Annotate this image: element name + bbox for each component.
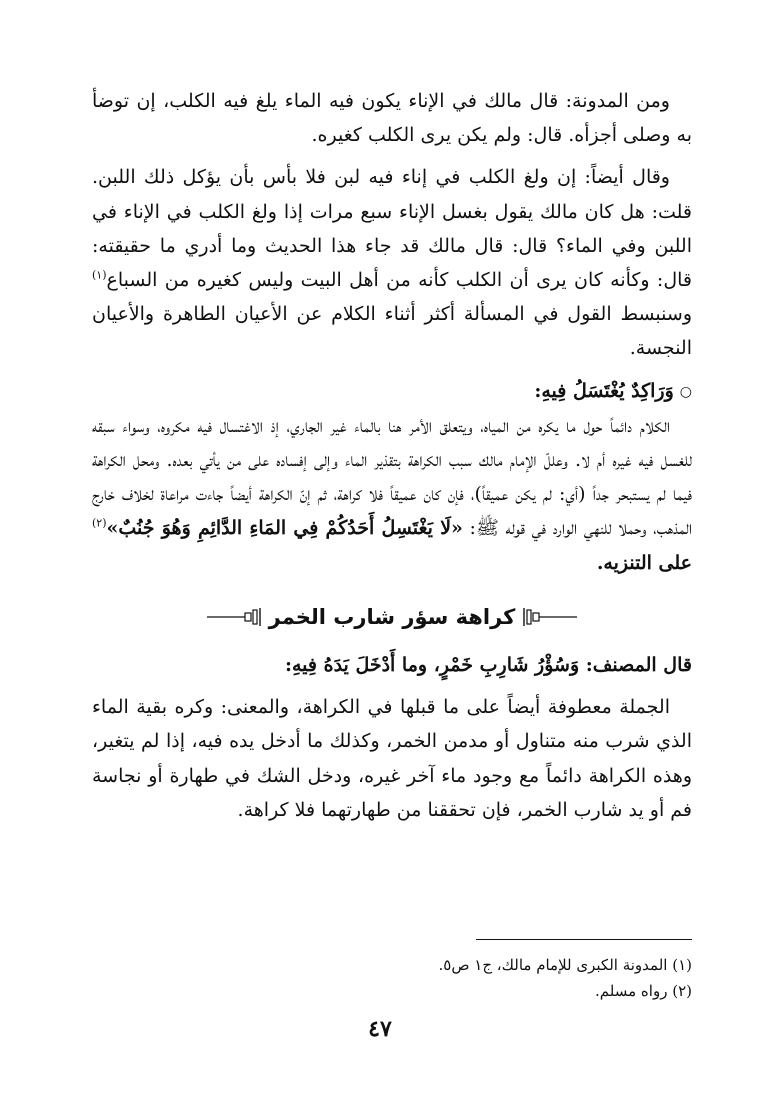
paragraph-walagha-text: وقال أيضاً: إن ولغ الكلب في إناء فيه لبن فلا بأس بأن يؤكل ذلك اللبن. قلت: هل كان مالك يقول بغسل الإناء سبع مرات إذا ولغ الكلب في الإناء في اللبن وفي الماء؟ قال: قال مالك قد جاء هذا الحديث وما أدري ما حقيقته: قال: وكأنه كان يرى أن الكلب كأنه من أهل البيت وليس كغيره من [92,166,693,292]
author-label: قال المصنف: [585,653,692,676]
footnotes [92,952,692,1004]
subheading-text: وَرَاكِدٌ يُغْتَسَلُ فِيهِ: [534,379,674,402]
word-sibaa: السباع [106,269,158,292]
paragraph-kalam-text: الكلام دائماً حول ما يكره من المياه، ويتعلق الأمر هنا بالماء غير الجاري، إذ الاغتسال فيه مكروه، وسواء سبقه للغسل فيه غيره أم لا. وعللّ الإمام مالك سبب الكراهة بتقذير الماء وإلى إفساده على من يأتي بعده. ومحل الكراهة فيما لم يستبحر جداً (أي: لم يكن عميقاً)، فإن كان عميقاً فلا كراهة، ثم إنّ الكراهة أيضاً جاءت مراعاة لخلاف خارج المذهب، وحملا للنهي الوارد في قوله ﷺ: [92,414,692,540]
footnote-divider [476,939,692,940]
author-statement [92,648,692,682]
subheading-rakid [92,374,692,409]
circle-bullet-icon: ○ [679,383,692,400]
paragraph-kalam [92,409,692,580]
main-text [92,84,692,835]
section-title-text: كراهة سؤر شارب الخمر [268,604,516,629]
author-text: وَسُؤْرُ شَارِبِ خَمْرٍ، وما أَدْخَلَ يَدَهُ فِيهِ: [284,653,586,676]
footnote-1: (١) المدونة الكبرى للإمام مالك، ج١ ص٥. [438,956,692,974]
page-number: ٤٧ [368,1016,392,1042]
left-ornament-icon [205,608,265,626]
paragraph-kalam-rest: على التنزيه. [596,551,692,574]
footnote-ref-1[interactable]: (١) [92,268,107,282]
paragraph-mudawwana: ومن المدونة: قال مالك في الإناء يكون فيه الماء يلغ فيه الكلب، إن توضأ به وصلى أجزأه. قال: ولم يكن يرى الكلب كغيره. [92,90,692,147]
right-ornament-icon [519,608,579,626]
footnote-2: (٢) رواه مسلم. [595,982,692,1000]
paragraph-walagha [92,160,692,365]
footnote-ref-2[interactable]: (٢) [92,517,107,530]
paragraph-sibaa-rest: وسنبسط القول في المسألة أكثر أثناء الكلام عن الأعيان الطاهرة والأعيان النجسة. [92,303,692,360]
paragraph-jumla: الجملة معطوفة أيضاً على ما قبلها في الكراهة، والمعنى: وكره بقية الماء الذي شرب منه متناول أو مدمن الخمر، وكذلك ما أدخل يده فيه، إذا لم يتغير، وهذه الكراهة دائماً مع وجود ماء آخر غيره، ودخل الشك في طهارة أو نجاسة فم أو يد شارب الخمر، فإن تحققنا من طهارتهما فلا كراهة. [92,696,692,821]
section-title [92,600,692,634]
hadith-quote: «لَا يَغْتَسِلُ أَحَدُكُمْ فِي المَاءِ الدَّائِمِ وَهُوَ جُنُبٌ» [106,517,463,540]
